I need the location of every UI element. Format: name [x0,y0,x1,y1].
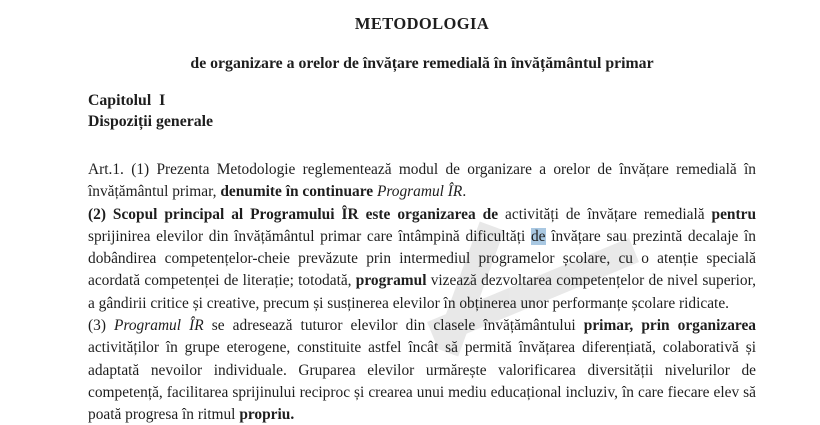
text-segment-bold: (2) Scopul principal al Programului ÎR este organizarea de [88,205,506,223]
document-title: METODOLOGIA [354,14,490,33]
text-segment: activităților în grupe eterogene, constituite astfel încât să permită învățarea diferențiată, colaborativă și adaptată nevoilor individuale. Gruparea elevilor urmărește valorificarea diversității nivelurilor de competență, facilitarea sprijinului reciproc și crearea unui mediu educațional incluziv, în care fiecare elev să poată progresa în ritmul [88,339,756,424]
chapter-heading: Capitolul I [88,92,166,109]
paragraph-art1-3 [88,315,756,425]
text-segment: sprijinirea elevilor din învățământul primar care întâmpină dificultăți [88,227,531,245]
text-segment: . [462,183,467,201]
text-segment: Art.1. (1) Prezenta Metodologie reglementează modul de organizare a orelor de învățare remedială în învățământul primar, [88,161,756,201]
text-segment-bold: primar, prin organizarea [583,317,757,335]
text-segment-bold: programul [355,272,427,290]
text-segment-italic: Programul ÎR [376,183,463,201]
text-segment: (3) [88,317,115,335]
text-segment-bold: propriu. [239,406,295,424]
text-segment: vizează dezvoltarea competențelor de nivel superior, a gândirii critice și creative, precum și susținerea elevilor în obținerea unor performanțe școlare ridicate. [88,272,756,312]
paragraph-art1-2 [88,204,756,315]
document-subtitle: de organizare a orelor de învățare remedială în învățământul primar [190,55,654,72]
text-segment-bold: denumite în continuare [220,183,377,201]
document-body [88,159,756,425]
text-segment-italic: Programul ÎR [114,317,204,335]
text-segment-bold: pentru [711,205,756,223]
chapter-subheading: Dispoziții generale [88,113,214,130]
text-segment: activități de învățare remedială [505,205,712,223]
text-segment: învățare sau prezintă decalaje în dobândirea competențelor-cheie prevăzute prin intermediul programelor școlare, cu o atenție specială acordată competenței de literație; totodată, [88,227,756,290]
text-segment: se adresează tuturor elevilor din clasele învățământului [203,317,584,335]
paragraph-art1-1 [88,159,756,204]
selected-text: de [530,227,546,245]
